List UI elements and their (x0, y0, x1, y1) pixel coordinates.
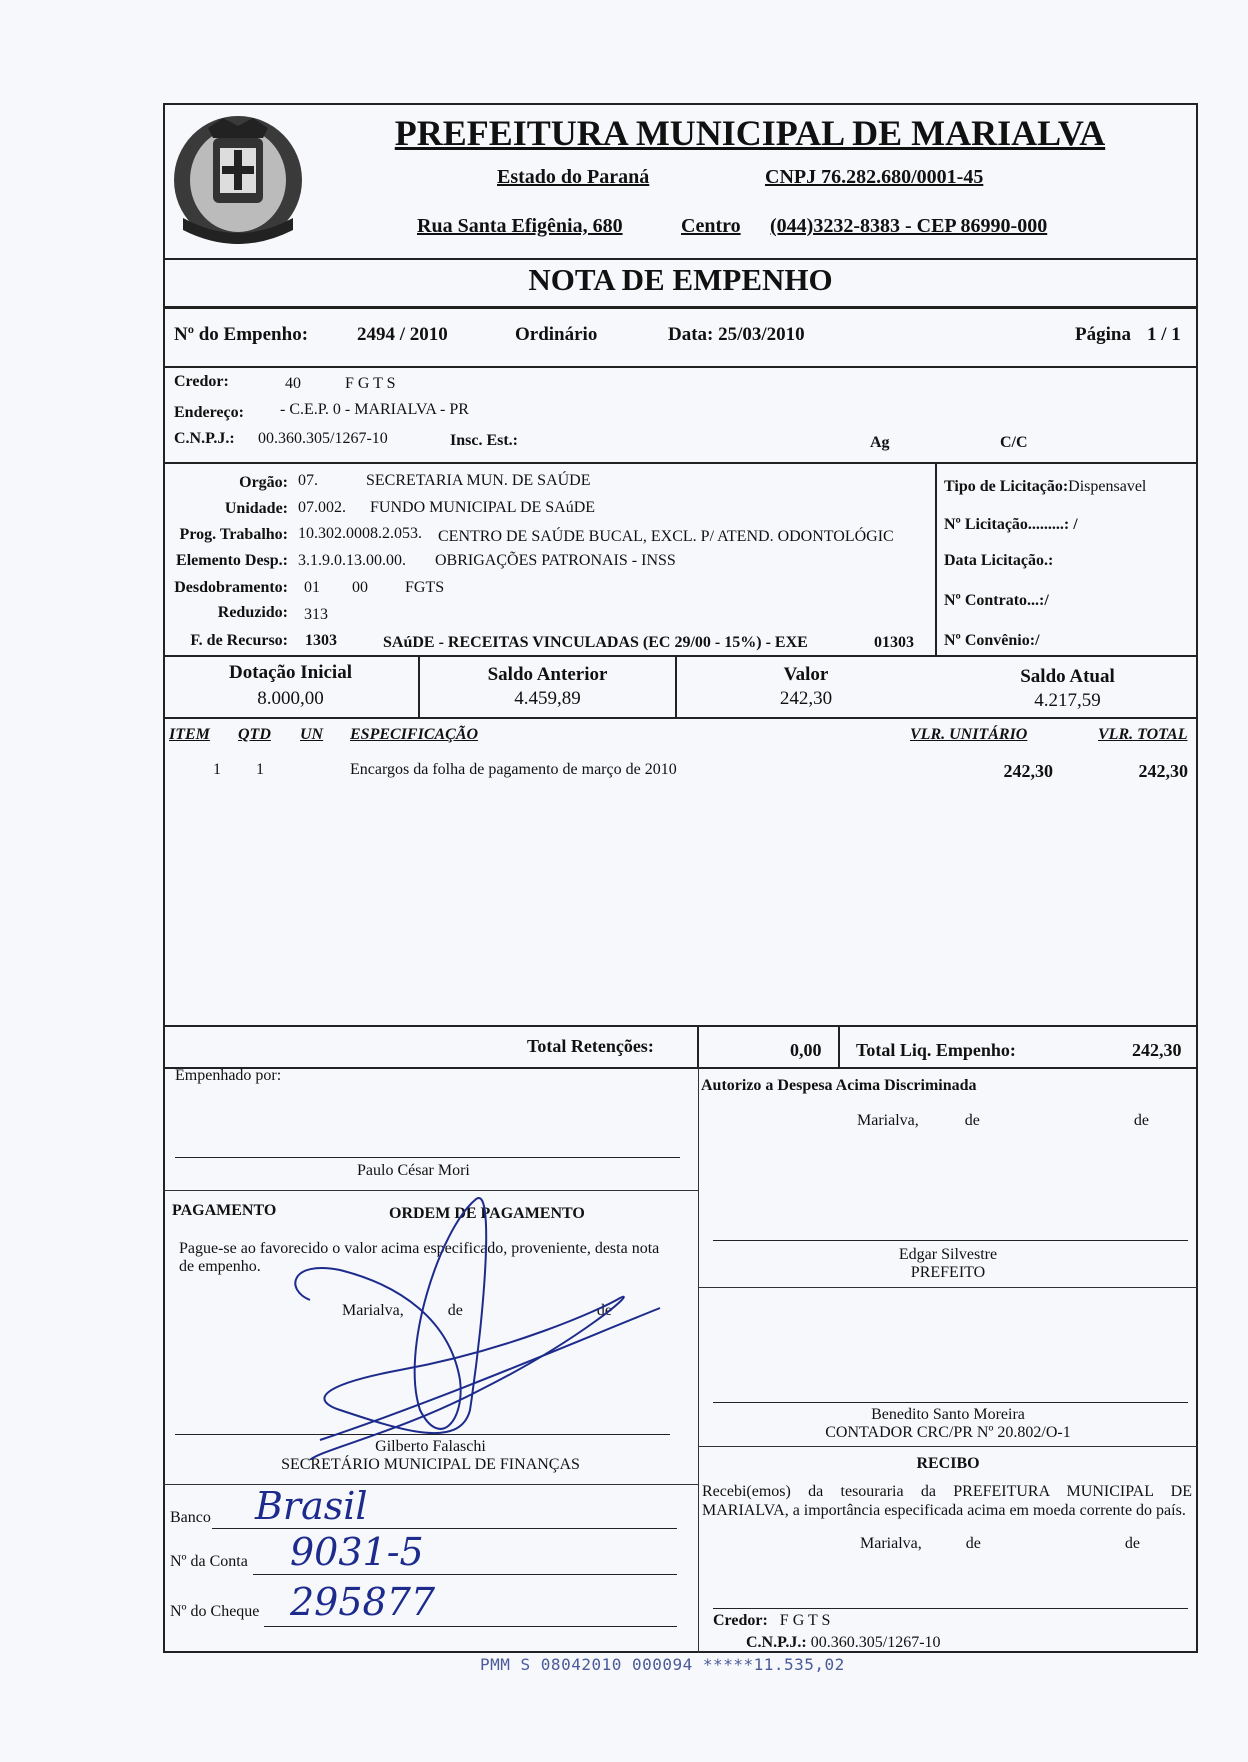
ag-label: Ag (870, 434, 890, 451)
saldo-anterior-label: Saldo Anterior (487, 664, 608, 685)
tipo-licitacao-label: Tipo de Licitação: (944, 478, 1069, 495)
desdobramento-a: 01 (304, 579, 320, 596)
numero-contrato: Nº Contrato...:/ (944, 592, 1049, 609)
de-2b: de (596, 1302, 612, 1319)
numero-convenio: Nº Convênio:/ (944, 632, 1040, 649)
banco-value: Brasil (255, 1484, 368, 1528)
table-row (163, 755, 1198, 785)
cheque-value: 295877 (290, 1580, 436, 1624)
conta-value: 9031-5 (290, 1530, 424, 1574)
row-total-value: 242,30 (1138, 761, 1188, 781)
credor-name: F G T S (345, 375, 396, 392)
phone-cep-label: (044)3232-8383 - CEP 86990-000 (770, 215, 1048, 237)
reduzido-label: Reduzido: (217, 604, 288, 621)
recibo-cnpj-label: C.N.P.J.: (746, 1634, 807, 1651)
address-label: Rua Santa Efigênia, 680 (417, 215, 623, 237)
data-licitacao: Data Licitação.: (944, 552, 1054, 569)
endereco-value: - C.E.P. 0 - MARIALVA - PR (280, 401, 469, 418)
retencoes-label: Total Retenções: (527, 1036, 654, 1056)
page-number: 1 / 1 (1147, 324, 1181, 345)
recurso-label: F. de Recurso: (190, 632, 288, 649)
recibo-cnpj (746, 1634, 941, 1652)
de-3: de (965, 1535, 981, 1552)
total-header: VLR. TOTAL (1098, 726, 1188, 743)
dotacao-label: Dotação Inicial (229, 662, 352, 683)
saldo-atual-label: Saldo Atual (1020, 666, 1115, 687)
row-specification: Encargos da folha de pagamento de março de 2010 (350, 761, 677, 778)
tipo-licitacao-value: Dispensavel (1068, 478, 1147, 495)
state-label: Estado do Paraná (497, 166, 650, 188)
local-2: Marialva, (342, 1302, 404, 1319)
unidade-value: FUNDO MUNICIPAL DE SAúDE (370, 499, 596, 516)
ordem-pagamento-label: ORDEM DE PAGAMENTO (389, 1205, 585, 1222)
un-header: UN (300, 726, 324, 743)
page-title: PREFEITURA MUNICIPAL DE MARIALVA (394, 113, 1106, 153)
cnpj-credor-label: C.N.P.J.: (174, 430, 235, 447)
tipo-licitacao (944, 478, 1146, 496)
row-item: 1 (213, 761, 221, 778)
contador-cargo: CONTADOR CRC/PR Nº 20.802/O-1 (825, 1424, 1071, 1441)
de-1b: de (1133, 1112, 1149, 1129)
unidade-code: 07.002. (298, 499, 346, 516)
empenho-number-label: Nº do Empenho: (174, 324, 309, 345)
valor-label: Valor (783, 664, 829, 685)
secretario-nome: Gilberto Falaschi (375, 1438, 486, 1455)
row-qtd: 1 (256, 761, 264, 778)
local-date-1 (857, 1112, 1149, 1130)
item-header: ITEM (169, 726, 210, 743)
page-label: Página (1075, 324, 1131, 345)
desdobramento-b: 00 (352, 579, 368, 596)
prog-code: 10.302.0008.2.053. (298, 525, 422, 542)
saldo-anterior-value: 4.459,89 (514, 688, 581, 709)
bank-stamp: PMM S 08042010 000094 *****11.535,02 (480, 1655, 845, 1674)
banco-label: Banco (170, 1509, 211, 1526)
cnpj-label: CNPJ 76.282.680/0001-45 (765, 166, 984, 188)
recibo-credor (713, 1612, 830, 1630)
liquido-value: 242,30 (1132, 1040, 1182, 1060)
conta-label: Nº da Conta (170, 1553, 248, 1570)
reduzido-value: 313 (304, 606, 328, 623)
prog-label: Prog. Trabalho: (179, 526, 288, 543)
autorizo-label: Autorizo a Despesa Acima Discriminada (701, 1077, 977, 1094)
pagamento-label: PAGAMENTO (172, 1202, 277, 1219)
local-1: Marialva, (857, 1112, 919, 1129)
district-label: Centro (681, 215, 741, 237)
de-3b: de (1124, 1535, 1140, 1552)
unidade-label: Unidade: (224, 500, 288, 517)
empenho-type: Ordinário (515, 324, 598, 345)
de-2: de (447, 1302, 463, 1319)
recibo-cnpj-value: 00.360.305/1267-10 (810, 1634, 941, 1651)
saldo-atual-value: 4.217,59 (1034, 690, 1101, 711)
empenho-number: 2494 / 2010 (357, 324, 448, 345)
cc-label: C/C (1000, 434, 1028, 451)
prefeito-cargo: PREFEITO (910, 1264, 986, 1281)
valor-value: 242,30 (779, 688, 833, 709)
document-title: NOTA DE EMPENHO (528, 262, 833, 297)
numero-licitacao: Nº Licitação.........: / (944, 516, 1078, 533)
empenhado-label: Empenhado por: (175, 1067, 282, 1084)
secretario-cargo: SECRETÁRIO MUNICIPAL DE FINANÇAS (281, 1456, 580, 1473)
local-3: Marialva, (860, 1535, 922, 1552)
signature-scribble (280, 1170, 680, 1460)
desdobramento-label: Desdobramento: (174, 579, 288, 596)
insc-est-label: Insc. Est.: (450, 432, 519, 449)
de-1: de (964, 1112, 980, 1129)
recurso-code2: 01303 (874, 634, 914, 651)
elemento-label: Elemento Desp.: (176, 552, 288, 569)
espec-header: ESPECIFICAÇÃO (350, 726, 479, 743)
empenhado-nome: Paulo César Mori (357, 1162, 470, 1179)
recibo-texto: Recebi(emos) da tesouraria da PREFEITURA MUNICIPAL DE MARIALVA, a importância especificada acima em moeda corrente do país. (702, 1483, 1192, 1519)
recibo-label: RECIBO (916, 1455, 980, 1472)
cheque-label: Nº do Cheque (170, 1603, 260, 1620)
retencoes-value: 0,00 (790, 1040, 822, 1060)
empenho-date: Data: 25/03/2010 (668, 324, 805, 345)
desdobramento-value: FGTS (405, 579, 445, 596)
recibo-credor-value: F G T S (779, 1612, 831, 1629)
ordem-texto: Pague-se ao favorecido o valor acima especificado, proveniente, desta nota de empenho. (179, 1240, 660, 1275)
dotacao-value: 8.000,00 (257, 688, 324, 709)
prefeito-nome: Edgar Silvestre (898, 1246, 998, 1263)
prog-value: CENTRO DE SAÚDE BUCAL, EXCL. P/ ATEND. ODONTOLÓGIC (438, 528, 894, 545)
credor-code: 40 (285, 375, 301, 392)
liquido-label: Total Liq. Empenho: (856, 1040, 1016, 1060)
local-date-3 (860, 1535, 1140, 1553)
elemento-value: OBRIGAÇÕES PATRONAIS - INSS (435, 552, 676, 569)
contador-nome: Benedito Santo Moreira (871, 1406, 1025, 1423)
recibo-credor-label: Credor: (713, 1612, 768, 1629)
credor-label: Credor: (174, 373, 229, 390)
recurso-code: 1303 (305, 632, 337, 649)
qtd-header: QTD (238, 726, 271, 743)
recurso-value: SAúDE - RECEITAS VINCULADAS (EC 29/00 - 15%) - EXE (383, 634, 808, 651)
cnpj-credor-value: 00.360.305/1267-10 (258, 430, 388, 447)
row-unit-value: 242,30 (1003, 761, 1053, 781)
endereco-label: Endereço: (174, 404, 244, 421)
orgao-code: 07. (298, 472, 318, 489)
orgao-value: SECRETARIA MUN. DE SAÚDE (366, 472, 591, 489)
orgao-label: Orgão: (239, 474, 288, 491)
unit-header: VLR. UNITÁRIO (910, 726, 1028, 743)
elemento-code: 3.1.9.0.13.00.00. (298, 552, 406, 569)
